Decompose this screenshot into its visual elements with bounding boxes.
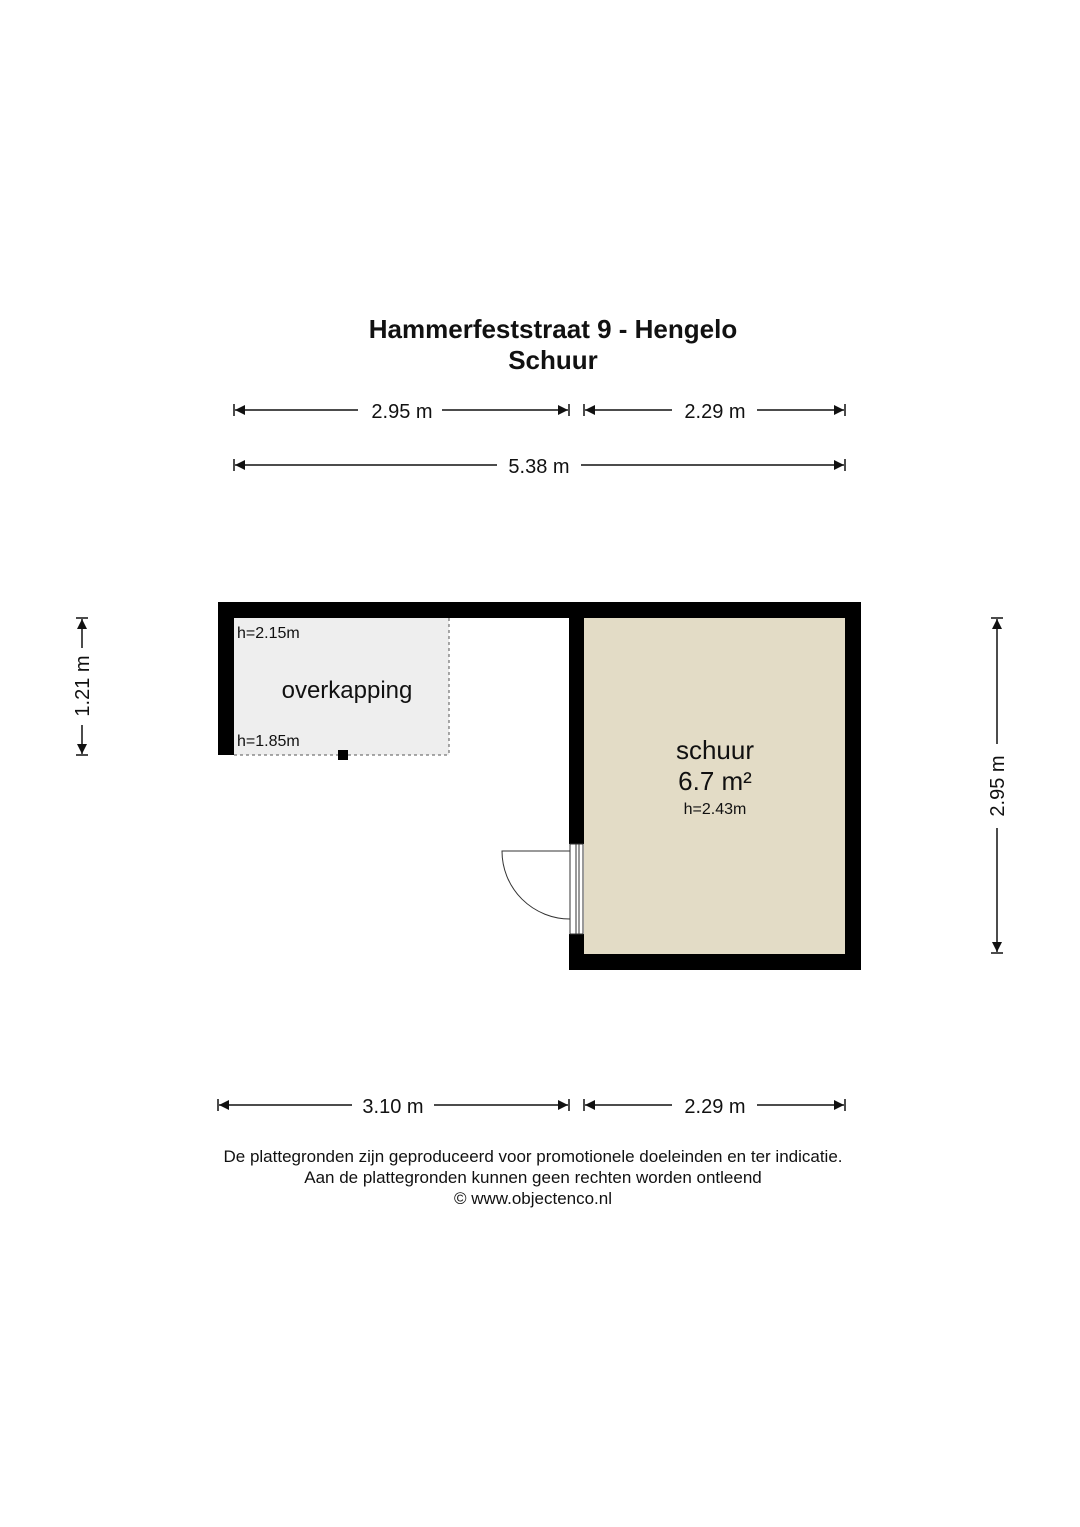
copyright-link[interactable]: © www.objectenco.nl (453, 1189, 613, 1208)
dimension-label: 2.95 m (987, 755, 1009, 817)
dimension-right-height (987, 618, 1009, 953)
dimension-top-right (584, 401, 845, 423)
plan-floor-title: Schuur (508, 345, 598, 375)
dimension-top-total (234, 456, 845, 478)
dimension-label: 2.29 m (684, 1096, 746, 1118)
dimension-label: 2.29 m (684, 401, 746, 423)
schuur-height: h=2.43m (683, 801, 747, 818)
door (502, 844, 583, 934)
dimension-label: 2.95 m (371, 401, 433, 423)
schuur-label: schuur (675, 735, 755, 765)
overkapping-label: overkapping (281, 677, 413, 704)
disclaimer-line-1: De plattegronden zijn geproduceerd voor promotionele doeleinden en ter indicatie. (223, 1147, 843, 1166)
overkapping-height-top: h=2.15m (237, 625, 300, 642)
schuur-area-label: 6.7 m² (678, 766, 752, 796)
disclaimer-line-2: Aan de plattegronden kunnen geen rechten worden ontleend (304, 1168, 762, 1187)
dimension-label: 5.38 m (508, 456, 570, 478)
dimension-top-left (234, 401, 569, 423)
dimension-bottom-right (584, 1096, 845, 1118)
dimension-label: 1.21 m (72, 655, 94, 717)
dimension-left-height (72, 618, 94, 755)
overkapping-height-bottom: h=1.85m (237, 733, 300, 750)
post-marker (338, 750, 348, 760)
dimension-bottom-left (218, 1096, 569, 1118)
plan-address-title: Hammerfeststraat 9 - Hengelo (368, 314, 738, 344)
dimension-label: 3.10 m (362, 1096, 424, 1118)
